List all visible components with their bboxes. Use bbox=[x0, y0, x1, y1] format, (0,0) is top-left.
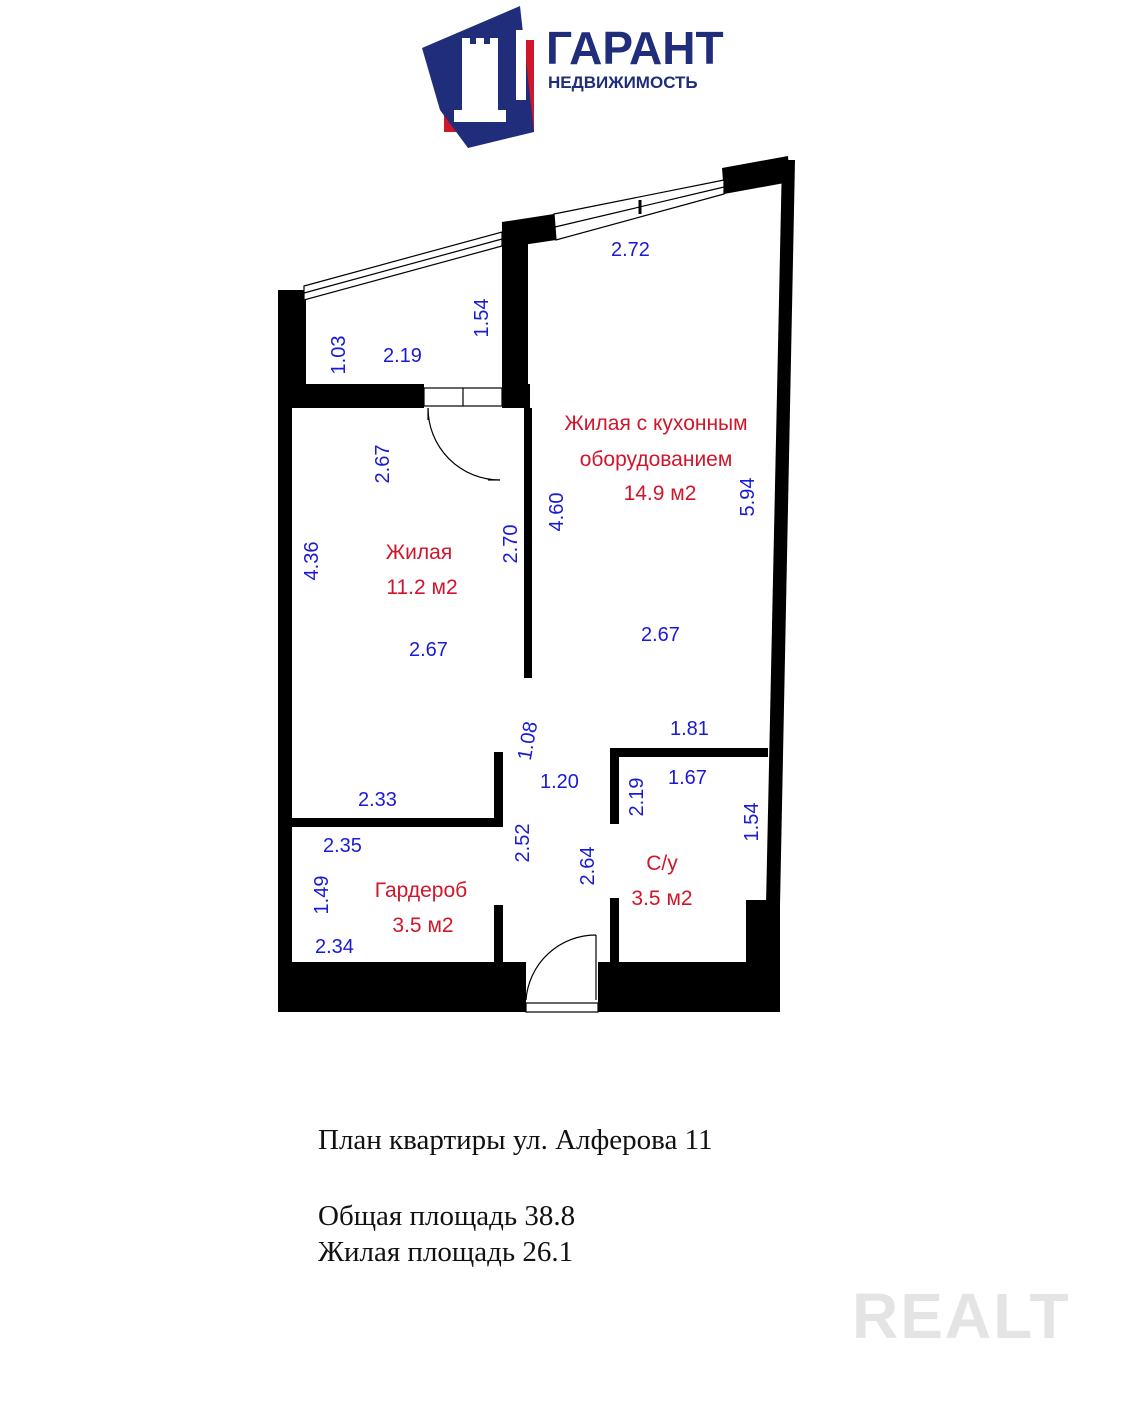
room-living-name: Жилая bbox=[385, 541, 453, 564]
room-wardrobe-area: 3.5 м2 bbox=[392, 914, 454, 937]
wall-top-left-pier bbox=[502, 214, 556, 248]
total-area: Общая площадь 38.8 bbox=[318, 1200, 576, 1232]
dim-wardrobe-bottom: 2.34 bbox=[315, 936, 354, 958]
dim-hall-right: 2.64 bbox=[577, 846, 599, 886]
room-living-area: 11.2 м2 bbox=[386, 576, 458, 599]
dim-hall-vertical: 1.08 bbox=[513, 719, 543, 763]
dim-hall-left: 2.52 bbox=[512, 823, 534, 863]
room-kitchen-area: 14.9 м2 bbox=[623, 482, 697, 505]
room-kitchen-name-line2: оборудованием bbox=[579, 448, 733, 471]
dim-hall-width: 1.20 bbox=[540, 771, 579, 793]
entrance-threshold bbox=[526, 1003, 598, 1012]
wall-bottom-right bbox=[602, 962, 780, 1012]
room-bathroom-area: 3.5 м2 bbox=[631, 887, 693, 910]
dim-balcony-left: 1.03 bbox=[328, 335, 350, 375]
living-area: Жилая площадь 26.1 bbox=[318, 1236, 574, 1268]
dim-living-right: 2.70 bbox=[500, 524, 522, 564]
logo bbox=[422, 6, 724, 148]
dim-bath-right: 1.54 bbox=[741, 802, 763, 842]
dim-wardrobe-left: 1.49 bbox=[311, 875, 333, 915]
wall-top-right-pier bbox=[722, 156, 790, 194]
room-bathroom-name: С/у bbox=[646, 852, 678, 875]
wall-bathroom-top bbox=[610, 748, 768, 757]
doors bbox=[428, 408, 596, 1000]
wall-wardrobe-right bbox=[494, 905, 503, 965]
wall-entrance-jamb-left bbox=[504, 962, 526, 1012]
wall-hall-stub-left bbox=[494, 752, 503, 827]
wall-bottom-left bbox=[278, 962, 518, 1012]
door-swing-entrance bbox=[526, 935, 596, 1000]
wall-right-outer bbox=[766, 160, 795, 905]
dim-bath-top: 1.67 bbox=[668, 767, 707, 789]
dim-kitchen-left: 4.60 bbox=[546, 492, 568, 532]
dim-living-mid: 2.67 bbox=[409, 639, 448, 661]
wall-entrance-jamb-right bbox=[598, 962, 618, 1012]
dim-bath-left: 2.19 bbox=[626, 777, 648, 817]
dim-living-bottom: 2.33 bbox=[358, 789, 397, 811]
dim-kitchen-mid: 2.67 bbox=[641, 624, 680, 646]
wall-balcony-divider bbox=[502, 222, 528, 406]
dim-living-left: 4.36 bbox=[301, 541, 323, 581]
realt-watermark: REALT bbox=[852, 1280, 1071, 1352]
logo-key-icon bbox=[516, 30, 526, 100]
room-wardrobe-name: Гардероб bbox=[374, 879, 468, 902]
wall-living-right bbox=[524, 408, 532, 678]
dim-balcony-width: 2.19 bbox=[383, 345, 422, 367]
dim-kitchen-bottom: 1.81 bbox=[670, 718, 709, 740]
logo-subtitle: НЕДВИЖИМОСТЬ bbox=[548, 73, 698, 92]
dim-wardrobe-top: 2.35 bbox=[323, 835, 362, 857]
dim-living-top: 2.67 bbox=[372, 444, 394, 484]
room-kitchen-name-line1: Жилая с кухонным bbox=[564, 412, 748, 435]
wall-bathroom-left-upper bbox=[610, 748, 619, 824]
wall-living-wardrobe bbox=[292, 818, 500, 827]
plan-title: План квартиры ул. Алферова 11 bbox=[318, 1124, 713, 1156]
dim-kitchen-right: 5.94 bbox=[737, 477, 759, 517]
door-swing-living bbox=[428, 408, 500, 480]
logo-title: ГАРАНТ bbox=[546, 22, 724, 74]
wall-bathroom-left-lower bbox=[610, 898, 619, 964]
wall-balcony-bottom bbox=[278, 384, 424, 408]
logo-tower-icon bbox=[462, 44, 498, 114]
room-labels bbox=[375, 412, 748, 937]
dim-kitchen-top: 2.72 bbox=[611, 239, 650, 261]
dim-balcony-right: 1.54 bbox=[471, 298, 493, 338]
